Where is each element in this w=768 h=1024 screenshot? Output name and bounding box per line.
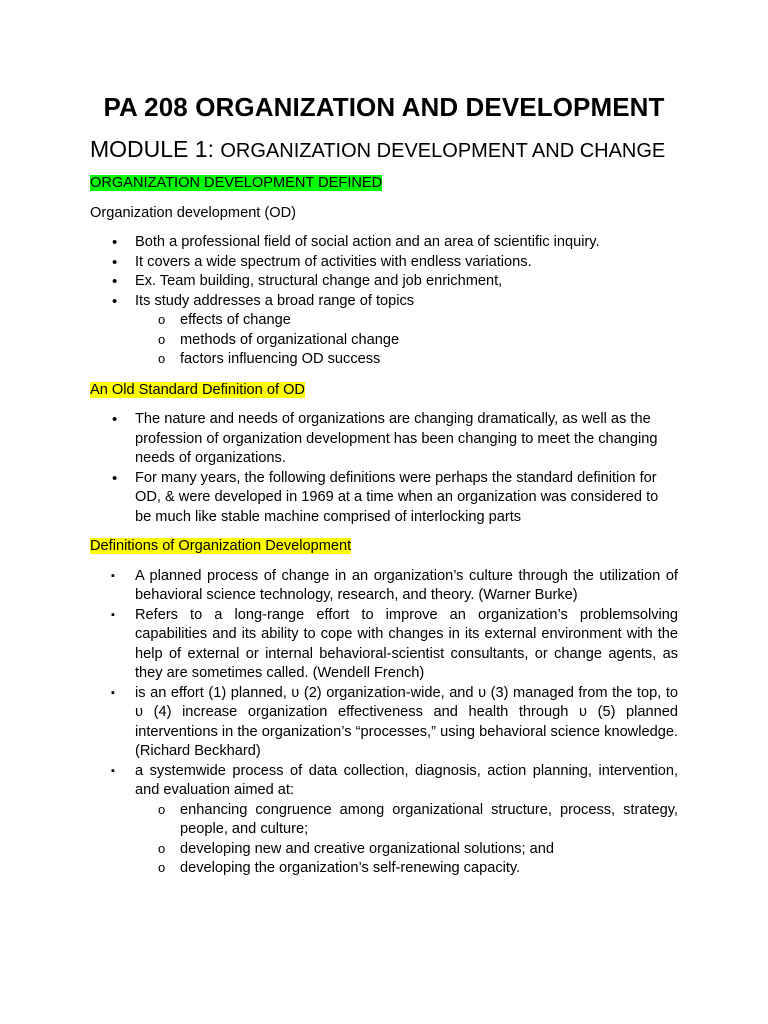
list-item: • For many years, the following definitions were perhaps the standard definition for OD, & were developed in 1969 at a time when an organization was considered to be much like stable machine comprised of interlocking parts — [90, 469, 678, 528]
list-item: ▪ A planned process of change in an organization’s culture through the utilization of behavioral science technology, research, and theory. (Warner Burke) — [90, 567, 678, 606]
section-heading-old-definition: An Old Standard Definition of OD — [90, 381, 305, 398]
od-intro: Organization development (OD) — [90, 204, 297, 221]
sub-list-item: o effects of change — [90, 311, 678, 331]
list-item: • Ex. Team building, structural change and job enrichment, — [90, 272, 678, 292]
sub-list-item: o developing the organization’s self-renewing capacity. — [90, 859, 678, 879]
module-heading — [90, 136, 665, 163]
sub-list-item: o factors influencing OD success — [90, 350, 678, 370]
list-item: • Both a professional field of social action and an area of scientific inquiry. — [90, 233, 678, 253]
module-title: ORGANIZATION DEVELOPMENT AND CHANGE — [220, 140, 666, 162]
document-body — [90, 174, 678, 879]
definitions-list — [90, 567, 678, 879]
list-item: • Its study addresses a broad range of topics — [90, 292, 678, 312]
list-item: • It covers a wide spectrum of activities with endless variations. — [90, 253, 678, 273]
list-item: ▪ Refers to a long-range effort to improve an organization’s problemsolving capabilities and its ability to cope with changes in its external environment with the help of external or internal behavioral-scientist consultants, or change agents, as they are sometimes called. (Wendell French) — [90, 606, 678, 684]
module-prefix: MODULE 1: — [90, 136, 221, 162]
list-item: ▪ a systemwide process of data collection, diagnosis, action planning, intervention, and evaluation aimed at: — [90, 762, 678, 801]
list-item: ▪ is an effort (1) planned, υ (2) organization-wide, and υ (3) managed from the top, to υ (4) increase organization effectiveness and health through υ (5) planned interventions in the organization’s “processes,” using behavioral science knowledge. (Richard Beckhard) — [90, 684, 678, 762]
list-item: • The nature and needs of organizations are changing dramatically, as well as the profession of organization development has been changing to meet the changing needs of organizations. — [90, 410, 678, 469]
section-heading-od-defined: ORGANIZATION DEVELOPMENT DEFINED — [90, 175, 383, 191]
section-heading-definitions: Definitions of Organization Development — [90, 538, 352, 554]
sub-list-item: o enhancing congruence among organizational structure, process, strategy, people, and culture; — [90, 801, 678, 840]
sub-list-item: o methods of organizational change — [90, 331, 678, 351]
old-definition-list — [90, 410, 678, 527]
document-title: PA 208 ORGANIZATION AND DEVELOPMENT — [103, 92, 665, 122]
sub-list-item: o developing new and creative organizational solutions; and — [90, 840, 678, 860]
od-bullet-list — [90, 233, 678, 370]
